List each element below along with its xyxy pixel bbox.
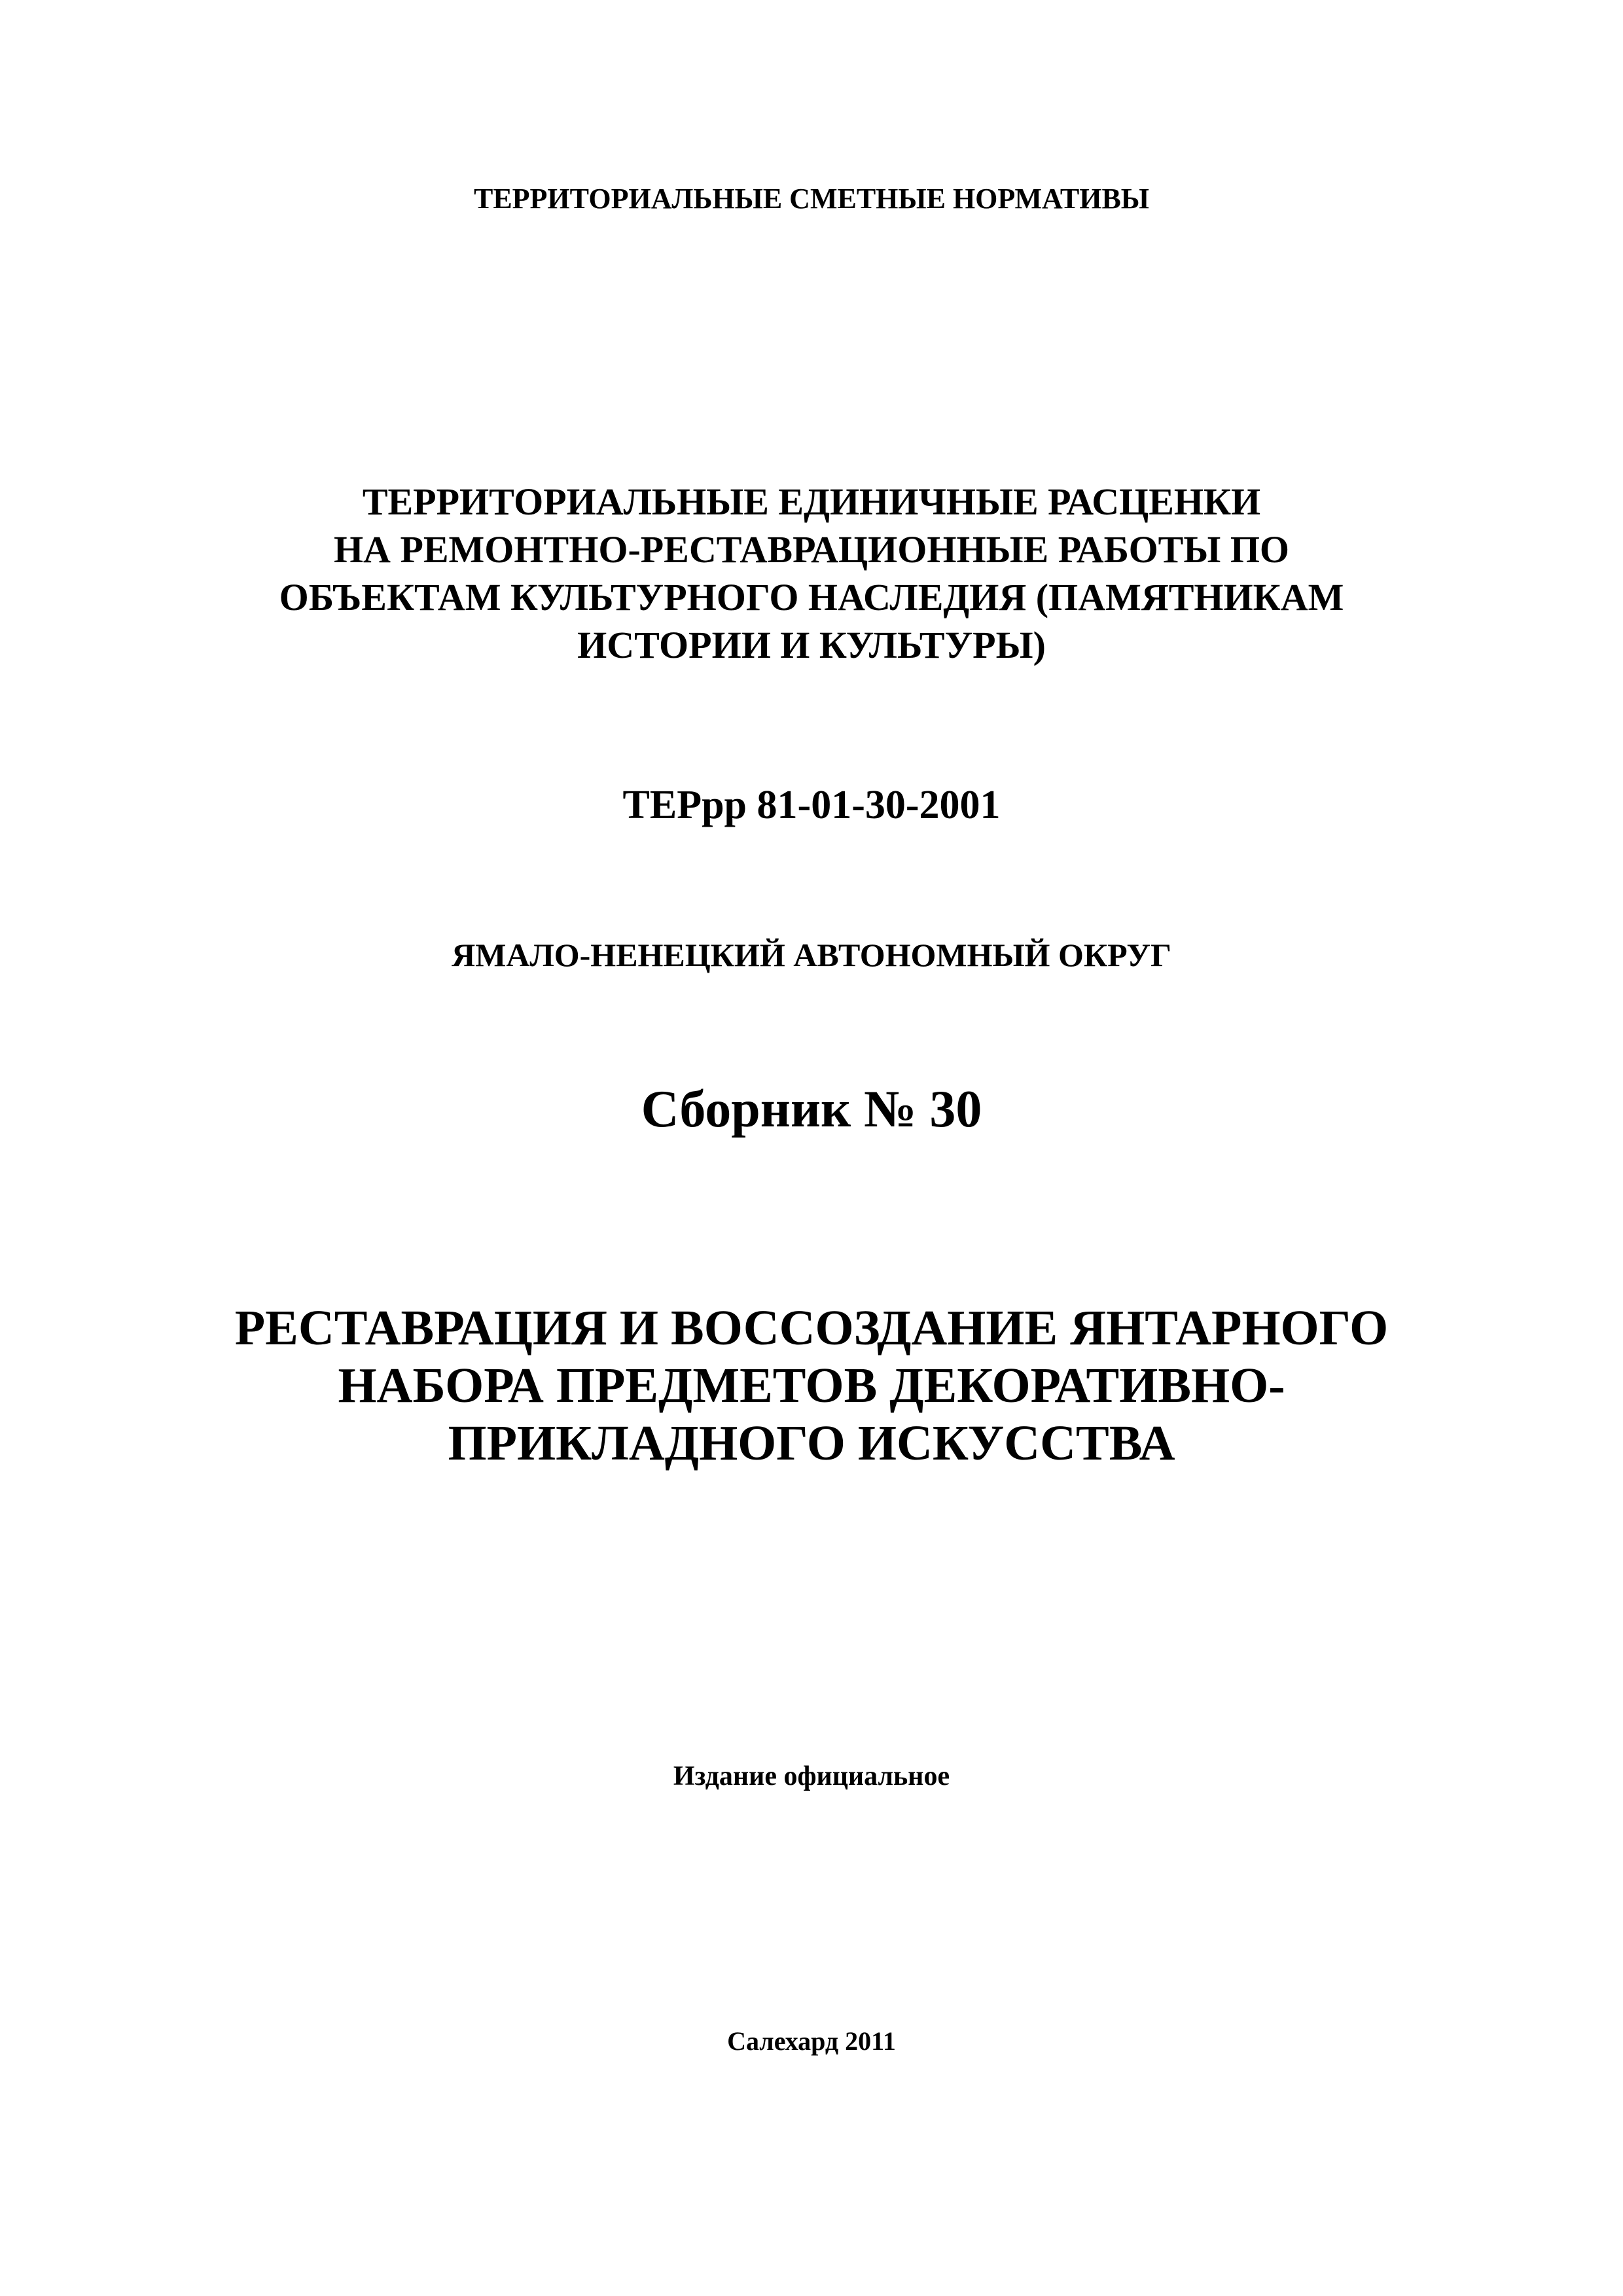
edition-label: Издание официальное <box>673 1761 950 1791</box>
document-title-line: ТЕРРИТОРИАЛЬНЫЕ ЕДИНИЧНЫЕ РАСЦЕНКИ <box>362 480 1261 523</box>
collection-subject-line: ПРИКЛАДНОГО ИСКУССТВА <box>448 1416 1175 1471</box>
document-title-line: ОБЪЕКТАМ КУЛЬТУРНОГО НАСЛЕДИЯ (ПАМЯТНИКАМ <box>279 576 1344 619</box>
place-and-year: Салехард 2011 <box>727 2026 896 2056</box>
series-heading: ТЕРРИТОРИАЛЬНЫЕ СМЕТНЫЕ НОРМАТИВЫ <box>473 183 1150 215</box>
collection-subject <box>0 1299 1623 1472</box>
document-title-line: НА РЕМОНТНО-РЕСТАВРАЦИОННЫЕ РАБОТЫ ПО <box>333 528 1290 571</box>
collection-number: Сборник № 30 <box>641 1081 982 1138</box>
document-code: ТЕРрр 81-01-30-2001 <box>622 783 1001 827</box>
document-title <box>0 478 1623 669</box>
collection-subject-line: РЕСТАВРАЦИЯ И ВОССОЗДАНИЕ ЯНТАРНОГО <box>234 1300 1389 1355</box>
collection-subject-line: НАБОРА ПРЕДМЕТОВ ДЕКОРАТИВНО- <box>338 1358 1285 1413</box>
document-title-line: ИСТОРИИ И КУЛЬТУРЫ) <box>577 624 1046 666</box>
region-name: ЯМАЛО-НЕНЕЦКИЙ АВТОНОМНЫЙ ОКРУГ <box>452 937 1171 973</box>
